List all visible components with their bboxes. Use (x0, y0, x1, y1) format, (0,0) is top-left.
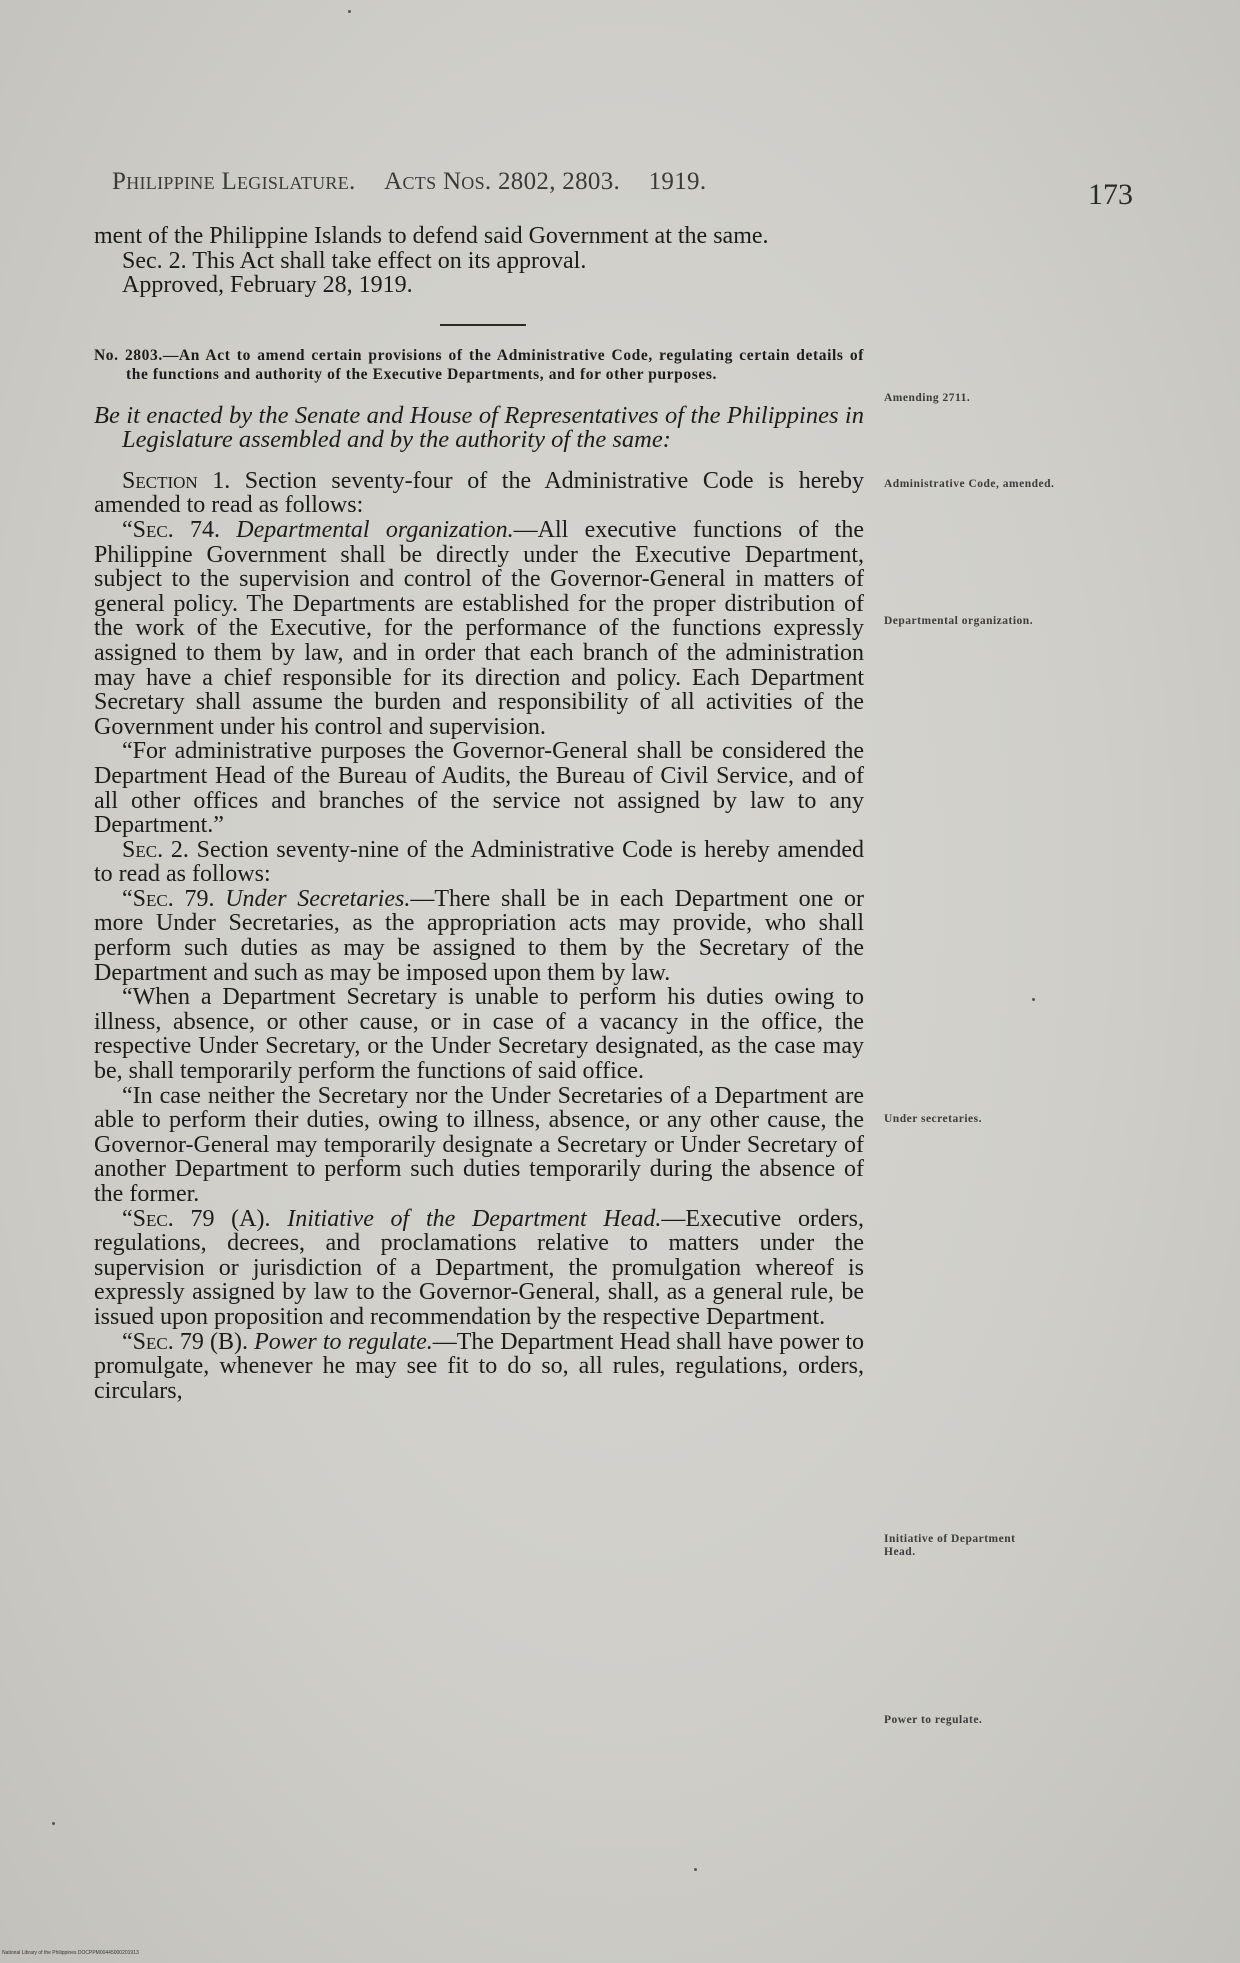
secretary-unable-paragraph: “When a Department Secretary is unable to perform his duties owing to illness, absence, or other cause, or in case of a vacancy in the office, the respective Under Secretary, or the Under Secretary designated, as the case may be, shall temporarily perform the functions of said office. (94, 984, 864, 1085)
section-2-effectivity: Sec. 2. This Act shall take effect on its approval. (122, 247, 587, 274)
section-2-label: Sec. (122, 836, 164, 863)
sec-74-title: Departmental organization. (236, 516, 514, 543)
scan-credit: National Library of the Philippines DOCPPM00445000201913 (2, 1950, 139, 1956)
header-year: 1919. (648, 168, 707, 195)
document-body (94, 224, 864, 1403)
act-title: No. 2803.—An Act to amend certain provisions of the Administrative Code, regulating certain details of the functions and authority of the Executive Departments, and for other purposes. (94, 346, 864, 383)
margin-note-amending: Amending 2711. (884, 392, 971, 404)
scan-speck (694, 1868, 697, 1871)
running-header (112, 168, 852, 196)
header-legislature: Philippine Legislature. (112, 168, 356, 195)
header-acts: Acts Nos. 2802, 2803. (384, 168, 621, 195)
sec-79a-title: Initiative of the Department Head. (287, 1205, 662, 1232)
sec-79-number: 79. (173, 885, 226, 912)
section-74 (94, 518, 864, 739)
section-1 (94, 469, 864, 518)
margin-note-power-to-regulate: Power to regulate. (884, 1714, 983, 1726)
enacting-clause: Be it enacted by the Senate and House of Representatives of the Philippines in Legislature assembled and by the authority of the same: (94, 401, 864, 453)
scan-speck (1032, 998, 1035, 1001)
approval-date: Approved, February 28, 1919. (122, 272, 413, 299)
section-2 (94, 838, 864, 887)
continuation-paragraph: ment of the Philippine Islands to defend said Government at the same. (94, 223, 769, 249)
margin-note-departmental-organization: Departmental organization. (884, 615, 1034, 627)
margin-note-under-secretaries: Under secretaries. (884, 1113, 982, 1125)
section-1-text: 1. Section seventy-four of the Administrative Code is hereby amended to read as follows: (94, 467, 864, 519)
section-2-text: 2. Section seventy-nine of the Administrative Code is hereby amended to read as follows: (94, 836, 864, 888)
scan-speck (52, 1822, 55, 1825)
sec-74-number: 74. (173, 516, 237, 543)
section-79 (94, 887, 864, 985)
sec-79-prefix: “Sec. (122, 885, 174, 912)
sec-79b-title: Power to regulate. (254, 1328, 433, 1355)
page-number: 173 (1088, 178, 1133, 211)
margin-note-initiative: Initiative of Department Head. (884, 1533, 1016, 1558)
sec-79a-prefix: “Sec. (122, 1205, 174, 1232)
sec-79-text: —There shall be in each Department one or more Under Secretaries, as the appropriation acts may provide, who shall perform such duties as may be assigned to them by the Secretary of the Department and such as may be imposed upon them by law. (94, 885, 865, 986)
administrative-purposes-paragraph: “For administrative purposes the Governor-General shall be considered the Department Head of the Bureau of Audits, the Bureau of Civil Service, and of all other offices and branches of the service not assigned by law to any Department.” (94, 738, 864, 839)
section-79a (94, 1207, 864, 1330)
margin-note-admin-code: Administrative Code, amended. (884, 478, 1055, 490)
sec-79b-number: 79 (B). (173, 1328, 255, 1355)
sec-79b-prefix: “Sec. (122, 1328, 174, 1355)
sec-74-text: —All executive functions of the Philippine Government shall be directly under the Executive Department, subject to the supervision and control of the Governor-General in matters of general policy. The Departments are established for the proper distribution of the work of the Executive, for the performance of the functions expressly assigned to them by law, and in order that each branch of the administration may have a chief responsible for its direction and policy. Each Department Secretary shall assume the burden and responsibility of all activities of the Government under his control and supervision. (94, 516, 865, 740)
sec-79a-text: —Executive orders, regulations, decrees, and proclamations relative to matters under the supervision or jurisdiction of a Department, the promulgation whereof is expressly assigned by law to the Governor-General, shall, as a general rule, be issued upon proposition and recommendation by the respective Department. (94, 1205, 864, 1330)
section-divider (440, 324, 526, 326)
section-79b (94, 1330, 864, 1404)
neither-secretary-paragraph: “In case neither the Secretary nor the Under Secretaries of a Department are able to perform their duties, owing to illness, absence, or any other cause, the Governor-General may temporarily designate a Secretary or Under Secretary of another Department to perform such duties temporarily during the absence of the former. (94, 1082, 864, 1207)
sec-79-title: Under Secretaries. (225, 885, 411, 912)
sec-74-prefix: “Sec. (122, 516, 174, 543)
sec-79b-text: —The Department Head shall have power to promulgate, whenever he may see fit to do so, all rules, regulations, orders, circulars, (94, 1328, 865, 1404)
section-1-label: Section (122, 467, 198, 494)
scan-speck (348, 10, 351, 13)
sec-79a-number: 79 (A). (173, 1205, 288, 1232)
